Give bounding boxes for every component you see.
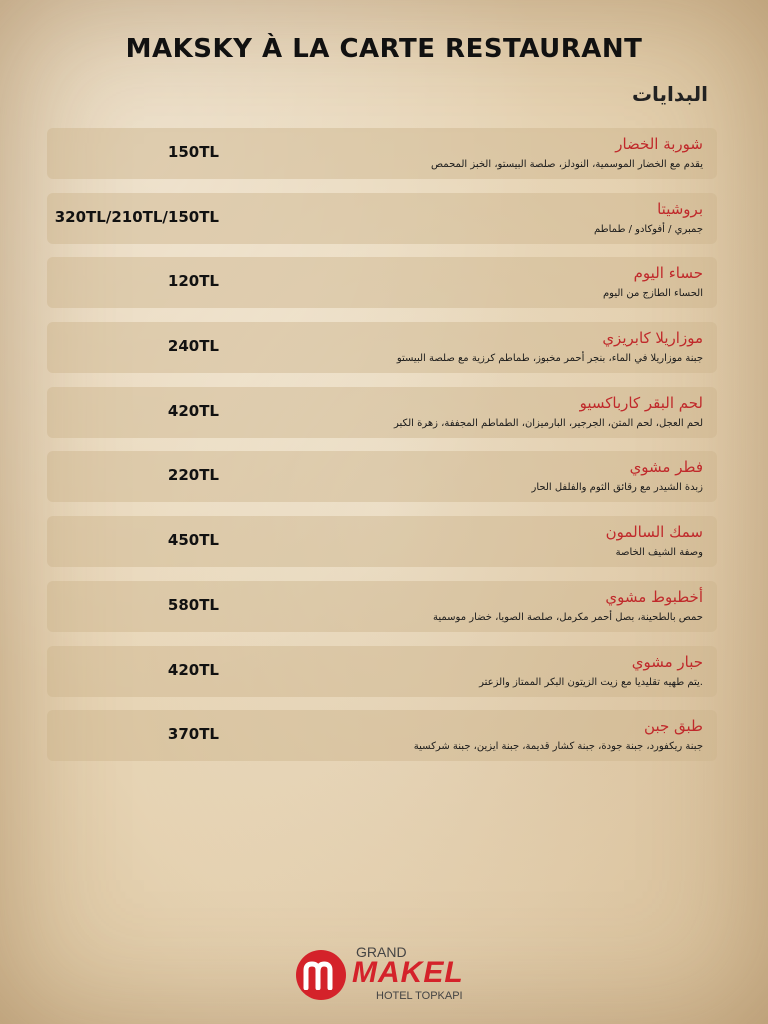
menu-item <box>47 193 717 244</box>
menu-item <box>47 128 717 179</box>
menu-item <box>47 451 717 502</box>
menu-item <box>47 322 717 373</box>
menu-item-price: 450TL <box>167 531 219 550</box>
menu-item-name: موزاريلا كابريزي <box>602 329 703 348</box>
menu-item-name: أخطبوط مشوي <box>605 587 703 606</box>
menu-item-description: حمص بالطحينة، بصل أحمر مكرمل، صلصة الصويا، خضار موسمية <box>433 611 703 623</box>
menu-item-name: لحم البقر كارباكسيو <box>579 393 703 412</box>
menu-item-name: شوربة الخضار <box>615 135 703 153</box>
menu-item-name: طبق جبن <box>644 717 703 736</box>
menu-item-description: لحم العجل، لحم المتن، الجرجير، البارميزان، الطماطم المجففة، زهرة الكبر <box>394 417 703 429</box>
menu-item-price: 580TL <box>167 595 219 614</box>
menu-item-description: الحساء الطازج من اليوم <box>602 288 703 300</box>
menu-item <box>47 646 717 697</box>
menu-item-price: 420TL <box>167 660 219 679</box>
logo-hotel-text: HOTEL TOPKAPI <box>376 990 463 1002</box>
menu-item-name: حبار مشوي <box>631 652 703 671</box>
menu-item-description: جبنة موزاريلا في الماء، بنجر أحمر مخبوز، طماطم كرزية مع صلصة البيستو <box>396 353 703 365</box>
menu-item <box>47 581 717 632</box>
menu-item-description: زبدة الشيدر مع رقائق الثوم والفلفل الحار <box>531 482 703 494</box>
menu-item-description: يقدم مع الخضار الموسمية، النودلز، صلصة البيستو، الخبز المحمص <box>431 159 703 170</box>
menu-item <box>47 387 717 438</box>
menu-item-description: .يتم طهيه تقليديا مع زيت الزيتون البكر الممتاز والزعتر <box>479 676 703 688</box>
page-title: MAKSKY À LA CARTE RESTAURANT <box>125 34 643 64</box>
menu-item-price: 220TL <box>167 466 219 485</box>
logo-m-icon <box>296 950 346 1000</box>
menu-item-price: 370TL <box>167 725 219 744</box>
menu-item-price: 120TL <box>167 272 219 291</box>
section-heading: البدايات <box>631 82 708 106</box>
menu-item-price: 420TL <box>167 401 219 420</box>
menu-item <box>47 516 717 567</box>
menu-item-price: 150TL <box>167 143 219 161</box>
logo-grand-text: GRAND <box>356 944 407 960</box>
menu-list <box>47 128 717 775</box>
menu-item <box>47 257 717 308</box>
menu-item-description: وصفة الشيف الخاصة <box>615 547 703 559</box>
menu-item-description: جبنة ريكفورد، جبنة جودة، جبنة كشار قديمة، جبنة ايزين، جبنة شركسية <box>413 741 703 753</box>
menu-item-name: فطر مشوي <box>629 458 703 477</box>
menu-item-price: 320TL/210TL/150TL <box>54 207 219 226</box>
menu-item-price: 240TL <box>167 337 219 356</box>
menu-item-description: جمبري / أفوكادو / طماطم <box>594 223 703 235</box>
logo-brand-text: MAKEL <box>352 956 464 989</box>
menu-item <box>47 710 717 761</box>
menu-item-name: حساء اليوم <box>633 264 703 283</box>
hotel-logo <box>296 944 476 1006</box>
menu-item-name: سمك السالمون <box>605 523 703 542</box>
menu-item-name: بروشيتا <box>657 199 703 218</box>
